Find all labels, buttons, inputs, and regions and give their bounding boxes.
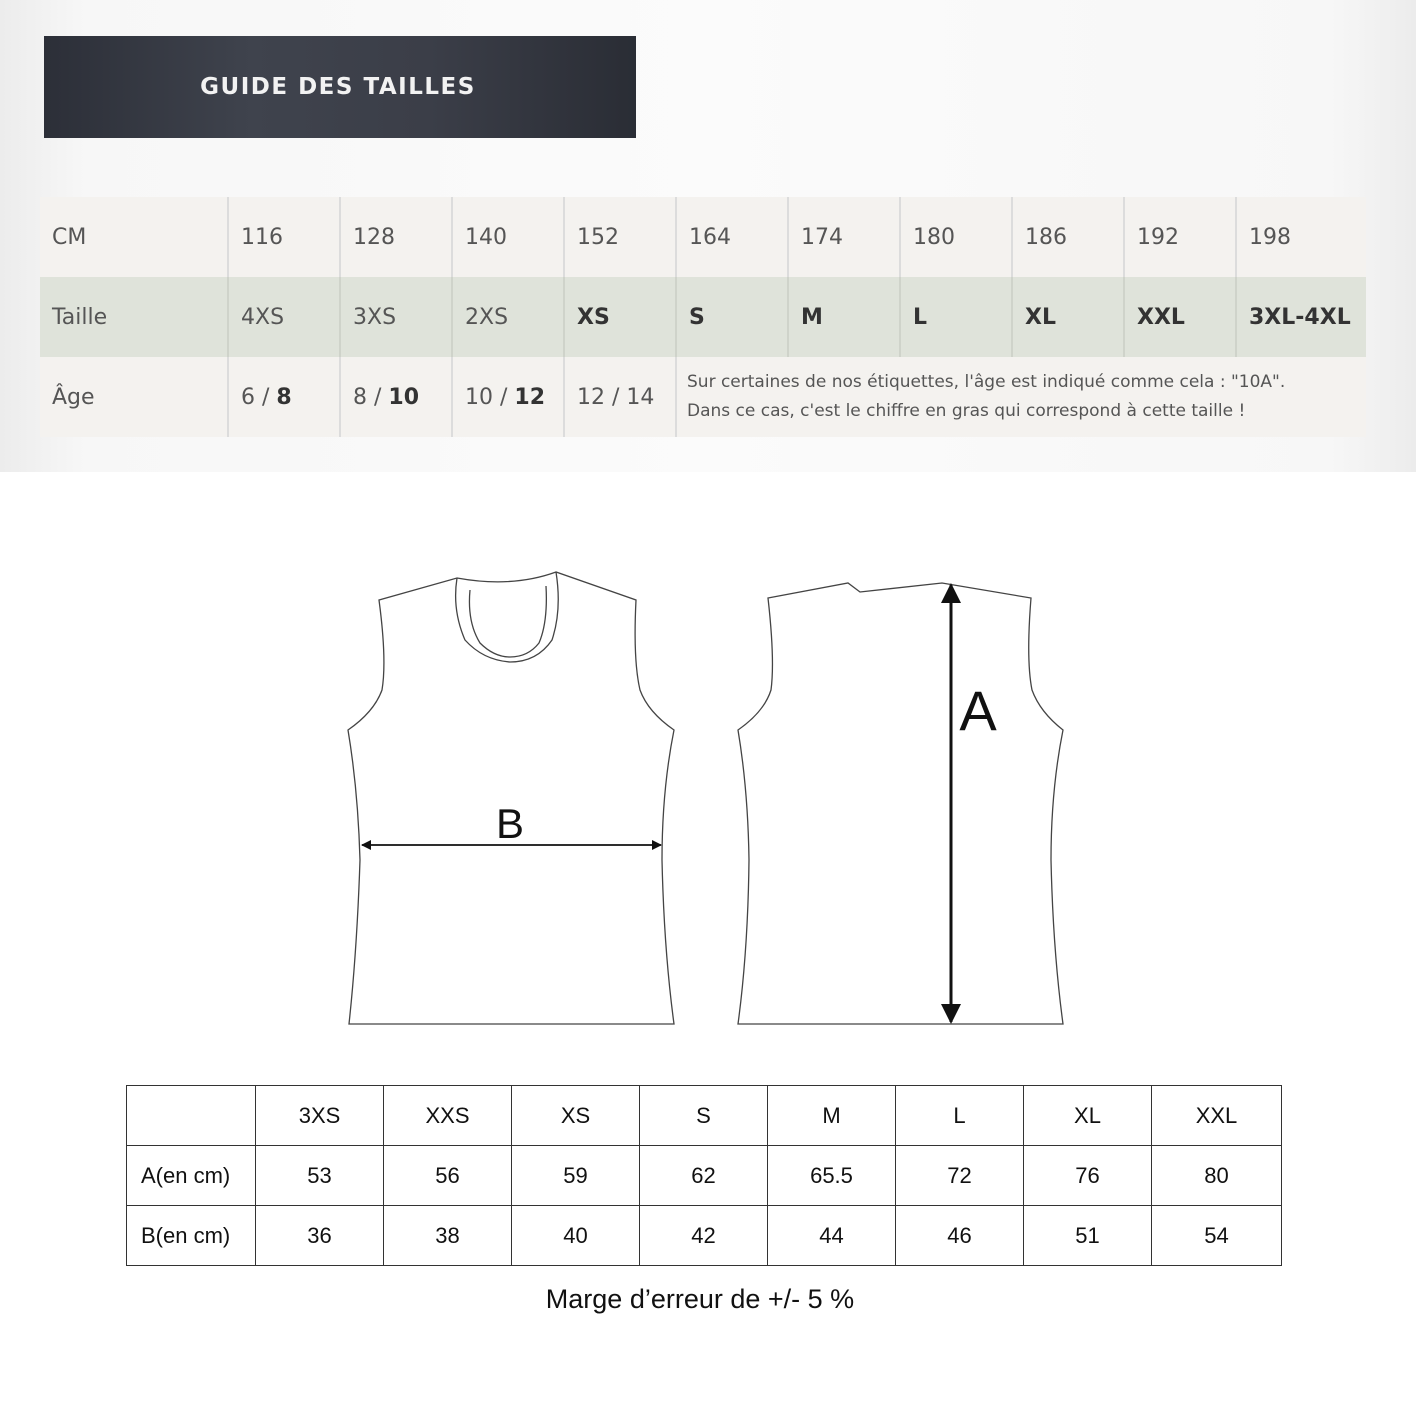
age-cell — [452, 357, 564, 437]
age-note — [676, 357, 1366, 437]
cm-cell: 140 — [452, 197, 564, 277]
size-header: S — [640, 1086, 768, 1146]
age-bold: 10 — [388, 384, 420, 410]
age-note-line1: Sur certaines de nos étiquettes, l'âge est indiqué comme cela : "10A". — [687, 372, 1286, 392]
b-value: 54 — [1152, 1206, 1282, 1266]
b-value: 40 — [512, 1206, 640, 1266]
error-margin-note: Marge d’erreur de +/- 5 % — [545, 1284, 855, 1314]
age-plain: 12 / 14 — [577, 384, 655, 410]
a-value: 53 — [256, 1146, 384, 1206]
a-value: 62 — [640, 1146, 768, 1206]
taille-cell: L — [900, 277, 1012, 357]
age-plain: 6 / — [241, 384, 277, 410]
a-value: 80 — [1152, 1146, 1282, 1206]
size-header: M — [768, 1086, 896, 1146]
age-bold: 8 — [276, 384, 292, 410]
b-value: 44 — [768, 1206, 896, 1266]
taille-cell: XS — [564, 277, 676, 357]
a-value: 65.5 — [768, 1146, 896, 1206]
label-a: A — [959, 679, 997, 742]
b-value: 38 — [384, 1206, 512, 1266]
row-label-cm: CM — [40, 197, 228, 277]
cm-cell: 152 — [564, 197, 676, 277]
cm-cell: 180 — [900, 197, 1012, 277]
guide-banner — [44, 36, 636, 138]
guide-title: GUIDE DES TAILLES — [200, 74, 476, 100]
b-value: 46 — [896, 1206, 1024, 1266]
age-cell — [340, 357, 452, 437]
taille-cell: M — [788, 277, 900, 357]
age-cell — [564, 357, 676, 437]
age-note-line2: Dans ce cas, c'est le chiffre en gras qui correspond à cette taille ! — [687, 401, 1246, 421]
size-header: 3XS — [256, 1086, 384, 1146]
label-b: B — [495, 800, 525, 847]
b-value: 51 — [1024, 1206, 1152, 1266]
size-guide-table — [40, 197, 1366, 437]
size-header: L — [896, 1086, 1024, 1146]
a-value: 72 — [896, 1146, 1024, 1206]
taille-cell: XL — [1012, 277, 1124, 357]
empty-header-cell — [127, 1086, 256, 1146]
cm-cell: 116 — [228, 197, 340, 277]
a-value: 76 — [1024, 1146, 1152, 1206]
b-value: 36 — [256, 1206, 384, 1266]
back-body-outline — [738, 583, 1063, 1024]
size-header: XXS — [384, 1086, 512, 1146]
size-header: XL — [1024, 1086, 1152, 1146]
taille-cell: XXL — [1124, 277, 1236, 357]
collar-inner — [469, 586, 546, 657]
table-row-b — [127, 1206, 1282, 1266]
size-guide-section — [0, 0, 1416, 472]
front-body-outline — [348, 572, 674, 1024]
a-value: 59 — [512, 1146, 640, 1206]
table-row-cm — [40, 197, 1366, 277]
table-row-headers — [127, 1086, 1282, 1146]
cm-cell: 174 — [788, 197, 900, 277]
cm-cell: 192 — [1124, 197, 1236, 277]
row-label-taille: Taille — [40, 277, 228, 357]
row-label-age: Âge — [40, 357, 228, 437]
table-row-age — [40, 357, 1366, 437]
table-row-a — [127, 1146, 1282, 1206]
cm-cell: 128 — [340, 197, 452, 277]
cm-cell: 198 — [1236, 197, 1366, 277]
garment-diagram — [0, 560, 1416, 1040]
row-label-a: A(en cm) — [127, 1146, 256, 1206]
taille-cell: 2XS — [452, 277, 564, 357]
a-value: 56 — [384, 1146, 512, 1206]
size-header: XXL — [1152, 1086, 1282, 1146]
age-bold: 12 — [514, 384, 546, 410]
size-header: XS — [512, 1086, 640, 1146]
measurements-table — [126, 1085, 1282, 1266]
row-label-b: B(en cm) — [127, 1206, 256, 1266]
cm-cell: 164 — [676, 197, 788, 277]
table-row-taille — [40, 277, 1366, 357]
age-cell — [228, 357, 340, 437]
age-plain: 8 / — [353, 384, 389, 410]
taille-cell: 3XL-4XL — [1236, 277, 1366, 357]
age-plain: 10 / — [465, 384, 515, 410]
taille-cell: S — [676, 277, 788, 357]
taille-cell: 3XS — [340, 277, 452, 357]
cm-cell: 186 — [1012, 197, 1124, 277]
b-value: 42 — [640, 1206, 768, 1266]
taille-cell: 4XS — [228, 277, 340, 357]
